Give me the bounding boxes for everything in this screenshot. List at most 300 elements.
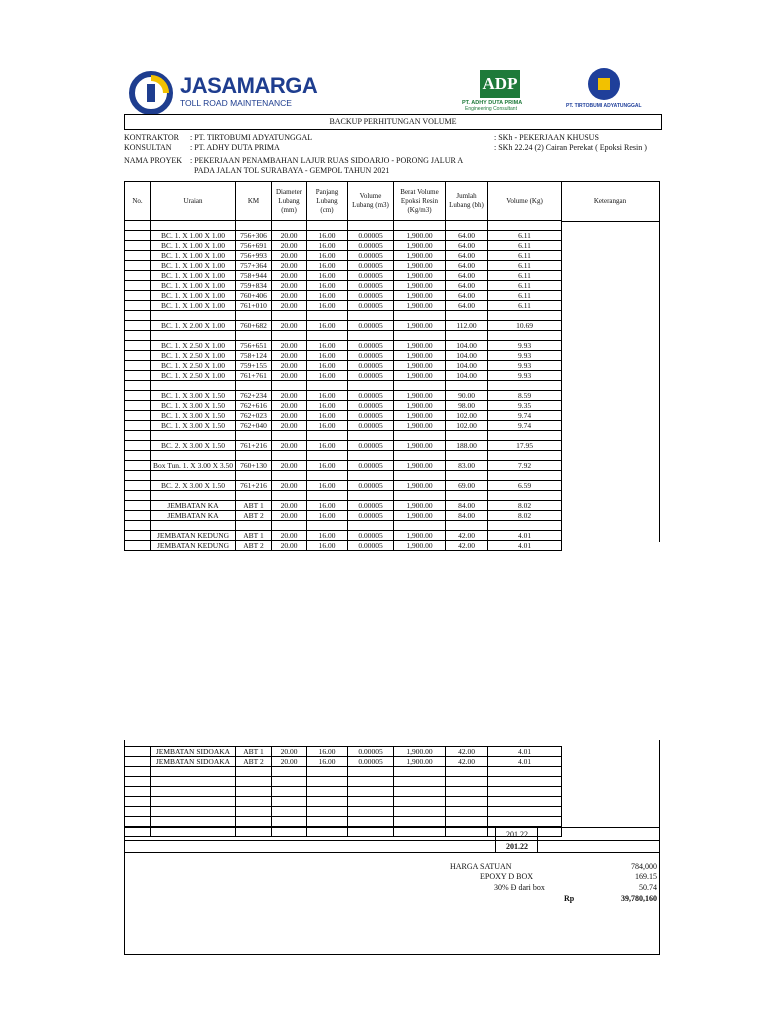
cell-vl [348,381,394,391]
cell-vl [348,491,394,501]
cell-km: ABT 2 [236,511,272,521]
cell-v [488,797,562,807]
cell-d [272,471,307,481]
table-row [125,541,562,551]
cell-b: 1,900.00 [394,441,446,451]
cell-p: 16.00 [307,281,348,291]
cell-b: 1,900.00 [394,461,446,471]
cell-d [272,451,307,461]
cell-uraian: JEMBATAN SIDOAKA [151,747,236,757]
cell-j: 42.00 [446,531,488,541]
cell-d: 20.00 [272,301,307,311]
cell-d: 20.00 [272,251,307,261]
cell-j [446,491,488,501]
cell-no [125,321,151,331]
totals-mid-line [124,840,660,841]
cell-no [125,797,151,807]
table-row [125,381,562,391]
cell-b: 1,900.00 [394,341,446,351]
table-row [125,321,562,331]
header-panjang: Panjang Lubang (cm) [307,182,348,221]
cell-b: 1,900.00 [394,321,446,331]
tirtobumi-name: PT. TIRTOBUMI ADYATUNGGAL [566,103,642,109]
cell-b [394,777,446,787]
header-volume-lubang: Volume Lubang (m3) [348,182,394,221]
cell-j [446,767,488,777]
cell-uraian: BC. 1. X 1.00 X 1.00 [151,241,236,251]
cell-j [446,431,488,441]
table-row [125,441,562,451]
persen-value: 50.74 [639,883,657,892]
cell-no [125,261,151,271]
cell-km: 756+306 [236,231,272,241]
cell-p: 16.00 [307,511,348,521]
cell-v [488,521,562,531]
cell-p [307,797,348,807]
persen-label: 30% Ð dari box [494,883,545,892]
cell-uraian [151,381,236,391]
cell-j: 64.00 [446,301,488,311]
cell-d: 20.00 [272,441,307,451]
cell-j [446,787,488,797]
table-row [125,241,562,251]
cell-km: 760+130 [236,461,272,471]
cell-v [488,451,562,461]
cell-j: 64.00 [446,231,488,241]
cell-v [488,331,562,341]
cell-j [446,807,488,817]
cell-v [488,381,562,391]
cell-p: 16.00 [307,321,348,331]
cell-km: ABT 2 [236,541,272,551]
cell-uraian [151,331,236,341]
cell-d [272,767,307,777]
cell-no [125,381,151,391]
cell-p: 16.00 [307,481,348,491]
table-row [125,421,562,431]
cell-b: 1,900.00 [394,301,446,311]
cell-d [272,431,307,441]
cell-vl [348,807,394,817]
cell-km: 762+023 [236,411,272,421]
cell-v: 4.01 [488,531,562,541]
cell-p: 16.00 [307,231,348,241]
cell-vl [348,221,394,231]
cell-j [446,331,488,341]
cell-vl: 0.00005 [348,371,394,381]
konsultan-label: KONSULTAN [124,143,172,152]
cell-no [125,451,151,461]
cell-vl: 0.00005 [348,261,394,271]
cell-no [125,471,151,481]
cell-p [307,311,348,321]
cell-no [125,281,151,291]
cell-v [488,777,562,787]
cell-no [125,491,151,501]
cell-v: 6.11 [488,271,562,281]
cell-no [125,301,151,311]
cell-v: 9.93 [488,371,562,381]
cell-vl: 0.00005 [348,321,394,331]
cell-b [394,797,446,807]
table-row [125,401,562,411]
cell-v: 8.02 [488,511,562,521]
cell-no [125,391,151,401]
table-row [125,331,562,341]
cell-uraian [151,521,236,531]
cell-vl: 0.00005 [348,411,394,421]
cell-v: 9.74 [488,411,562,421]
cell-b [394,381,446,391]
cell-uraian [151,431,236,441]
cell-km: 762+616 [236,401,272,411]
cell-d [272,827,307,837]
cell-j [446,777,488,787]
cell-p [307,777,348,787]
cell-p [307,381,348,391]
table-row [125,361,562,371]
cell-j: 98.00 [446,401,488,411]
cell-d: 20.00 [272,321,307,331]
cell-p: 16.00 [307,461,348,471]
cell-uraian [151,807,236,817]
cell-v: 6.11 [488,241,562,251]
cell-uraian: BC. 1. X 1.00 X 1.00 [151,231,236,241]
totals-top-line [124,827,660,828]
cell-j: 84.00 [446,501,488,511]
cell-p: 16.00 [307,391,348,401]
cell-vl: 0.00005 [348,747,394,757]
table-row [125,511,562,521]
kontraktor-value: : PT. TIRTOBUMI ADYATUNGGAL [190,133,313,142]
cell-no [125,411,151,421]
cell-j: 64.00 [446,251,488,261]
cell-d: 20.00 [272,351,307,361]
cell-d [272,521,307,531]
cell-d: 20.00 [272,371,307,381]
cell-d [272,797,307,807]
cell-vl [348,311,394,321]
cell-km: 761+761 [236,371,272,381]
cell-km: ABT 1 [236,747,272,757]
jasamarga-sub: TOLL ROAD MAINTENANCE [180,98,292,108]
table-row [125,231,562,241]
cell-d [272,381,307,391]
cell-no [125,431,151,441]
cell-no [125,331,151,341]
cell-v: 9.93 [488,351,562,361]
table-row [125,351,562,361]
cell-no [125,767,151,777]
cell-b: 1,900.00 [394,481,446,491]
cell-b: 1,900.00 [394,291,446,301]
cell-uraian [151,827,236,837]
epoxy-value: 169.15 [635,872,657,881]
cell-km: 761+010 [236,301,272,311]
cell-v: 8.02 [488,501,562,511]
cell-j: 104.00 [446,341,488,351]
cell-km [236,381,272,391]
cell-j: 112.00 [446,321,488,331]
cell-p: 16.00 [307,301,348,311]
table-row [125,341,562,351]
bottom-border-line [124,954,660,955]
cell-uraian [151,451,236,461]
cell-no [125,521,151,531]
cell-d: 20.00 [272,531,307,541]
cell-km: ABT 2 [236,757,272,767]
cell-d: 20.00 [272,291,307,301]
cell-b: 1,900.00 [394,281,446,291]
cell-v: 6.11 [488,301,562,311]
cell-b [394,817,446,827]
cell-km [236,451,272,461]
table-row [125,431,562,441]
header-volume-kg: Volume (Kg) [488,182,562,221]
cell-v [488,431,562,441]
cell-vl: 0.00005 [348,501,394,511]
cell-d: 20.00 [272,541,307,551]
cell-no [125,807,151,817]
subtotal-value: 201.22 [506,830,528,839]
cell-km [236,521,272,531]
cell-d [272,491,307,501]
cell-b: 1,900.00 [394,241,446,251]
cell-km [236,221,272,231]
volume-table [124,181,562,551]
cell-km [236,767,272,777]
cell-b: 1,900.00 [394,747,446,757]
cell-d: 20.00 [272,747,307,757]
cell-km: ABT 1 [236,501,272,511]
cell-d: 20.00 [272,231,307,241]
cell-b: 1,900.00 [394,351,446,361]
cell-no [125,541,151,551]
cell-j: 188.00 [446,441,488,451]
cell-no [125,747,151,757]
cell-no [125,271,151,281]
cell-km [236,787,272,797]
cell-v [488,471,562,481]
cell-v: 10.69 [488,321,562,331]
cell-p [307,221,348,231]
cell-vl: 0.00005 [348,361,394,371]
cell-no [125,757,151,767]
table-row [125,491,562,501]
cell-vl: 0.00005 [348,341,394,351]
header-diameter: Diameter Lubang (mm) [272,182,307,221]
cell-v [488,221,562,231]
cell-uraian [151,797,236,807]
cell-vl: 0.00005 [348,401,394,411]
cell-b: 1,900.00 [394,361,446,371]
cell-d: 20.00 [272,341,307,351]
cell-d: 20.00 [272,271,307,281]
cell-v: 7.92 [488,461,562,471]
tirtobumi-emblem-icon [588,68,620,100]
cell-p: 16.00 [307,757,348,767]
cell-vl: 0.00005 [348,351,394,361]
left-border-line [124,740,125,954]
cell-d [272,777,307,787]
cell-j [446,311,488,321]
right-border-line [659,220,660,542]
skh-code: : SKh 22.24 (2) Cairan Perekat ( Epoksi Resin ) [494,143,647,152]
cell-v: 6.11 [488,261,562,271]
cell-b [394,311,446,321]
cell-j: 84.00 [446,511,488,521]
cell-b: 1,900.00 [394,511,446,521]
cell-j [446,221,488,231]
cell-d [272,221,307,231]
cell-p: 16.00 [307,371,348,381]
cell-j: 104.00 [446,361,488,371]
table-row [125,221,562,231]
cell-b [394,451,446,461]
cell-b: 1,900.00 [394,391,446,401]
cell-j: 42.00 [446,757,488,767]
cell-j [446,521,488,531]
cell-vl [348,797,394,807]
cell-vl: 0.00005 [348,531,394,541]
table-header-row [125,182,562,221]
cell-p: 16.00 [307,341,348,351]
cell-km: 761+216 [236,481,272,491]
cell-b: 1,900.00 [394,501,446,511]
kontraktor-label: KONTRAKTOR [124,133,179,142]
table-row [125,481,562,491]
cell-p [307,451,348,461]
tirtobumi-logo [566,68,648,112]
table-row [125,391,562,401]
cell-v: 17.95 [488,441,562,451]
cell-j [446,817,488,827]
cell-vl: 0.00005 [348,291,394,301]
cell-no [125,531,151,541]
cell-v: 9.93 [488,341,562,351]
cell-j: 64.00 [446,291,488,301]
cell-v: 4.01 [488,541,562,551]
cell-km: 757+364 [236,261,272,271]
cell-p: 16.00 [307,401,348,411]
cell-uraian [151,471,236,481]
cell-j: 64.00 [446,271,488,281]
cell-v: 9.74 [488,421,562,431]
cell-b: 1,900.00 [394,371,446,381]
cell-no [125,231,151,241]
cell-p [307,331,348,341]
cell-no [125,461,151,471]
totals-bottom-line [124,852,660,853]
cell-d: 20.00 [272,361,307,371]
cell-km: 756+993 [236,251,272,261]
cell-no [125,361,151,371]
cell-vl: 0.00005 [348,271,394,281]
cell-no [125,401,151,411]
cell-uraian: BC. 2. X 3.00 X 1.50 [151,441,236,451]
cell-b [394,221,446,231]
cell-vl: 0.00005 [348,461,394,471]
table-row [125,747,562,757]
cell-j: 69.00 [446,481,488,491]
cell-d: 20.00 [272,401,307,411]
table-row [125,291,562,301]
proyek-line1: : PEKERJAAN PENAMBAHAN LAJUR RUAS SIDOARJO - PORONG JALUR A [190,156,464,165]
cell-d [272,787,307,797]
cell-no [125,341,151,351]
rp-label: Rp [564,894,575,903]
cell-j: 102.00 [446,411,488,421]
cell-vl: 0.00005 [348,251,394,261]
cell-b [394,787,446,797]
epoxy-label: EPOXY D BOX [480,872,534,881]
adp-sub: Engineering Consultant [465,106,517,112]
cell-uraian: BC. 1. X 3.00 X 1.50 [151,411,236,421]
cell-km [236,807,272,817]
cell-no [125,351,151,361]
header-no: No. [125,182,151,221]
cell-d: 20.00 [272,461,307,471]
cell-uraian: BC. 1. X 1.00 X 1.00 [151,251,236,261]
cell-uraian: BC. 1. X 1.00 X 1.00 [151,301,236,311]
table-row [125,261,562,271]
cell-vl: 0.00005 [348,231,394,241]
cell-uraian: JEMBATAN KA [151,511,236,521]
cell-no [125,777,151,787]
cell-km: 760+406 [236,291,272,301]
cell-no [125,817,151,827]
cell-d: 20.00 [272,391,307,401]
cell-d [272,331,307,341]
cell-b: 1,900.00 [394,251,446,261]
cell-vl: 0.00005 [348,541,394,551]
cell-p [307,827,348,837]
cell-j: 64.00 [446,261,488,271]
cell-p: 16.00 [307,501,348,511]
cell-v [488,807,562,817]
cell-v: 6.11 [488,281,562,291]
cell-b: 1,900.00 [394,401,446,411]
total-value: 201.22 [506,842,528,851]
cell-km: 756+691 [236,241,272,251]
adp-mark: ADP [480,70,520,98]
header-km: KM [236,182,272,221]
cell-v: 9.93 [488,361,562,371]
cell-no [125,371,151,381]
cell-no [125,251,151,261]
cell-vl [348,521,394,531]
cell-j [446,451,488,461]
cell-vl: 0.00005 [348,301,394,311]
jasamarga-name: JASAMARGA [180,73,318,98]
proyek-label: NAMA PROYEK [124,156,183,165]
cell-b: 1,900.00 [394,261,446,271]
cell-b [394,827,446,837]
table-row [125,757,562,767]
cell-vl: 0.00005 [348,441,394,451]
cell-km [236,431,272,441]
cell-j [446,471,488,481]
cell-no [125,291,151,301]
cell-v [488,787,562,797]
cell-uraian: JEMBATAN SIDOAKA [151,757,236,767]
cell-km: 758+124 [236,351,272,361]
cell-j: 42.00 [446,541,488,551]
cell-b: 1,900.00 [394,231,446,241]
cell-no [125,511,151,521]
cell-p: 16.00 [307,541,348,551]
cell-uraian: BC. 1. X 1.00 X 1.00 [151,261,236,271]
